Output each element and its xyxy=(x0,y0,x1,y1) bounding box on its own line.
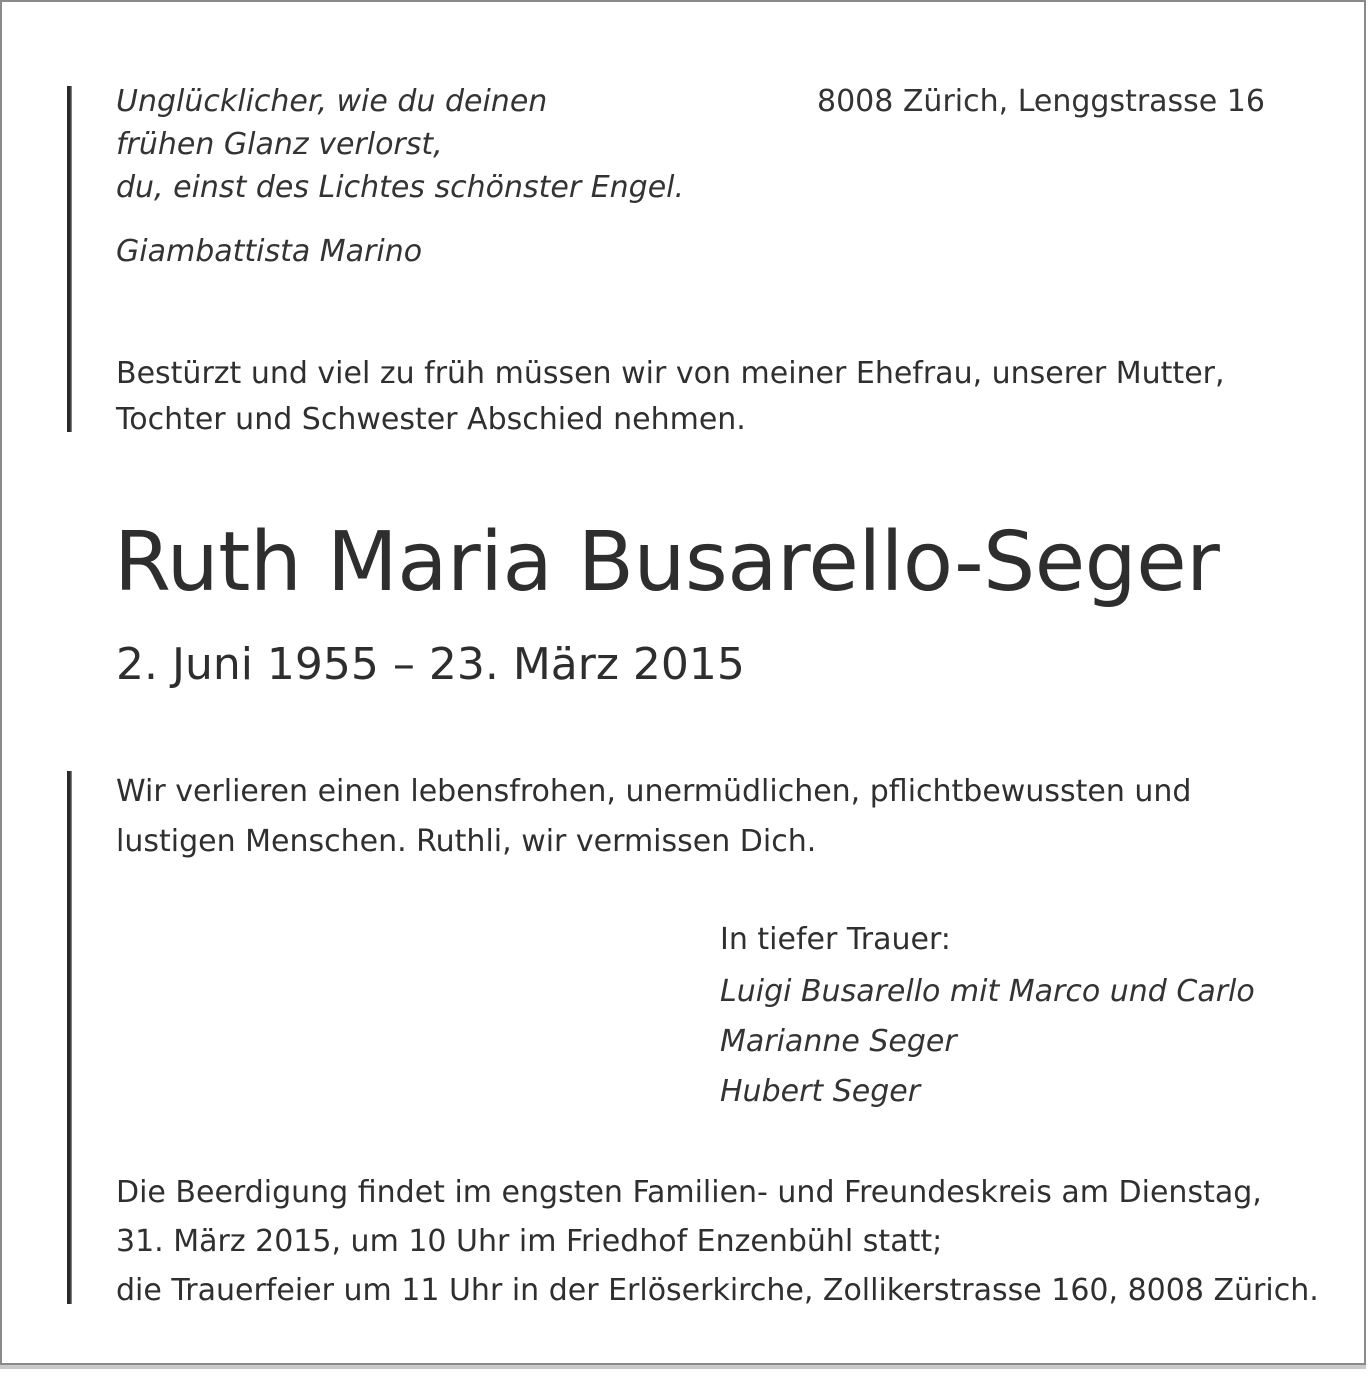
funeral-details xyxy=(116,1168,1319,1315)
poem-line: Unglücklicher, wie du deinen xyxy=(116,84,548,119)
intro-text xyxy=(116,351,1225,443)
poem-line: frühen Glanz verlorst, xyxy=(116,127,443,162)
mourning-heading: In tiefer Trauer: xyxy=(720,922,951,957)
frame-shadow xyxy=(0,1365,1366,1369)
poem-line: du, einst des Lichtes schönster Engel. xyxy=(116,170,685,205)
funeral-line: Die Beerdigung findet im engsten Familien- und Freundeskreis am Dienstag, xyxy=(116,1175,1262,1210)
tribute-text xyxy=(116,767,1191,867)
mourner-name: Hubert Seger xyxy=(720,1074,921,1109)
mourner-name: Marianne Seger xyxy=(720,1024,957,1059)
mourners-list xyxy=(720,967,1255,1117)
funeral-line: 31. März 2015, um 10 Uhr im Friedhof Enzenbühl statt; xyxy=(116,1224,943,1259)
decorative-bar-top xyxy=(67,86,72,432)
intro-line: Bestürzt und viel zu früh müssen wir von meiner Ehefrau, unserer Mutter, xyxy=(116,356,1225,391)
poem-author: Giambattista Marino xyxy=(116,234,423,269)
family-address: 8008 Zürich, Lenggstrasse 16 xyxy=(817,84,1265,119)
tribute-line: Wir verlieren einen lebensfrohen, unermüdlichen, pflichtbewussten und xyxy=(116,774,1192,809)
tribute-line: lustigen Menschen. Ruthli, wir vermissen Dich. xyxy=(116,824,817,859)
deceased-name: Ruth Maria Busarello-Seger xyxy=(114,515,1220,610)
intro-line: Tochter und Schwester Abschied nehmen. xyxy=(116,402,746,437)
poem-quote xyxy=(116,80,684,209)
funeral-line: die Trauerfeier um 11 Uhr in der Erlöserkirche, Zollikerstrasse 160, 8008 Zürich. xyxy=(116,1273,1319,1308)
decorative-bar-bottom xyxy=(67,771,72,1304)
life-dates: 2. Juni 1955 – 23. März 2015 xyxy=(116,639,745,690)
mourner-name: Luigi Busarello mit Marco und Carlo xyxy=(720,974,1255,1009)
